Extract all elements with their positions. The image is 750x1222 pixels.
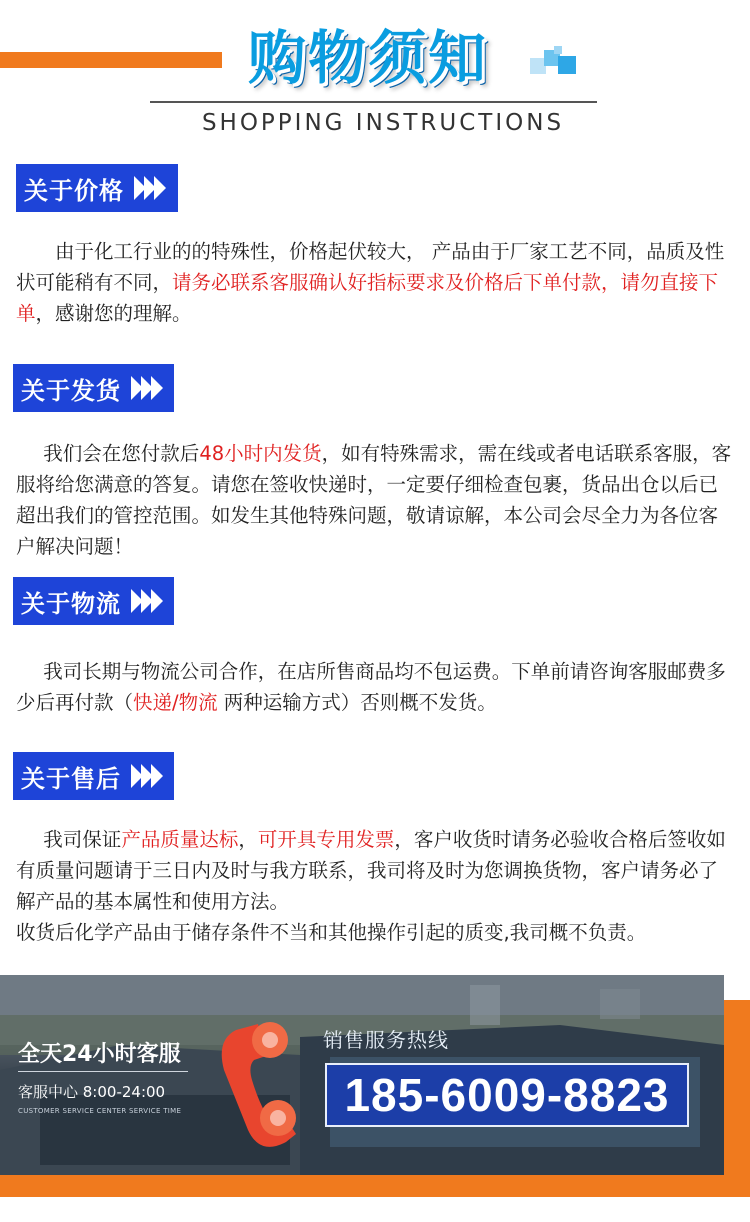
text-segment: ，如有特殊需求，需在线或者电话联系客服，客服将给您满意的答复。请您在签收快递时，一定要仔细检查包裹，货品出仓以后已超出我们的管控范围。如发生其他特殊问题，敬请谅解，本公司会尽全力为各位客户解决问题！ [16, 442, 732, 558]
footer-bottom-margin [0, 1197, 750, 1222]
text-segment: 我们会在您付款后 [43, 442, 200, 465]
service-hours: 客服中心 8:00-24:00 [18, 1083, 166, 1101]
page-subtitle: SHOPPING INSTRUCTIONS [201, 110, 565, 136]
hotline-label: 销售服务热线 [323, 1028, 449, 1052]
section-text-shipping [16, 438, 734, 562]
page-title: 购物须知 [248, 24, 489, 92]
section-text-price [16, 236, 734, 329]
text-segment: 我司保证 [43, 828, 122, 851]
title-divider [150, 101, 597, 103]
aftersales-paragraph [16, 824, 734, 917]
phone-number[interactable]: 185-6009-8823 [344, 1069, 670, 1121]
disclaimer-line: 收货后化学产品由于储存条件不当和其他操作引起的质变,我司概不负责。 [16, 921, 647, 944]
service-divider [18, 1071, 188, 1072]
header-orange-bar [0, 52, 222, 68]
section-badge-label: 关于发货 [21, 376, 121, 405]
phone-number-box[interactable] [325, 1063, 689, 1127]
section-text-aftersales [16, 824, 734, 948]
text-segment: 两种运输方式）否则概不发货。 [217, 691, 497, 714]
service-title: 全天24小时客服 [18, 1042, 181, 1067]
highlight-text: 快递/物流 [133, 691, 218, 714]
footer-orange-frame-bottom [0, 1175, 750, 1197]
section-badge-aftersales [13, 752, 174, 800]
section-badge-logistics [13, 577, 174, 625]
highlight-text: 请务必联系客服确认好指标要求及价格后下单付款，请勿直接下单 [16, 271, 719, 325]
highlight-text: 可开具专用发票 [257, 828, 395, 851]
text-segment: ，客户收货时请务必验收合格后签收如有质量问题请于三日内及时与我方联系，我司将及时为您调换货物，客户请务必了解产品的基本属性和使用方法。 [16, 828, 726, 913]
section-text-logistics [16, 656, 734, 718]
service-hours-english: CUSTOMER SERVICE CENTER SERVICE TIME [18, 1107, 182, 1115]
triple-chevron-right-icon [131, 589, 161, 613]
text-segment: ， [238, 828, 258, 851]
section-badge-shipping [13, 364, 174, 412]
section-badge-price [16, 164, 178, 212]
decorative-squares-icon [530, 46, 580, 80]
triple-chevron-right-icon [131, 376, 161, 400]
section-badge-label: 关于物流 [21, 589, 121, 618]
text-segment: ，感谢您的理解。 [35, 302, 192, 325]
triple-chevron-right-icon [134, 176, 164, 200]
text-segment: 我司长期与物流公司合作，在店所售商品均不包运费。下单前请咨询客服邮费多少后再付款（ [16, 660, 726, 714]
section-badge-label: 关于售后 [21, 764, 121, 793]
triple-chevron-right-icon [131, 764, 161, 788]
section-badge-label: 关于价格 [24, 176, 124, 205]
telephone-handset-icon [208, 1010, 318, 1160]
highlight-text: 48小时内发货 [199, 442, 322, 465]
highlight-text: 产品质量达标 [121, 828, 239, 851]
text-segment: 由于化工行业的的特殊性，价格起伏较大， 产品由于厂家工艺不同，品质及性状可能稍有不同， [16, 240, 725, 294]
